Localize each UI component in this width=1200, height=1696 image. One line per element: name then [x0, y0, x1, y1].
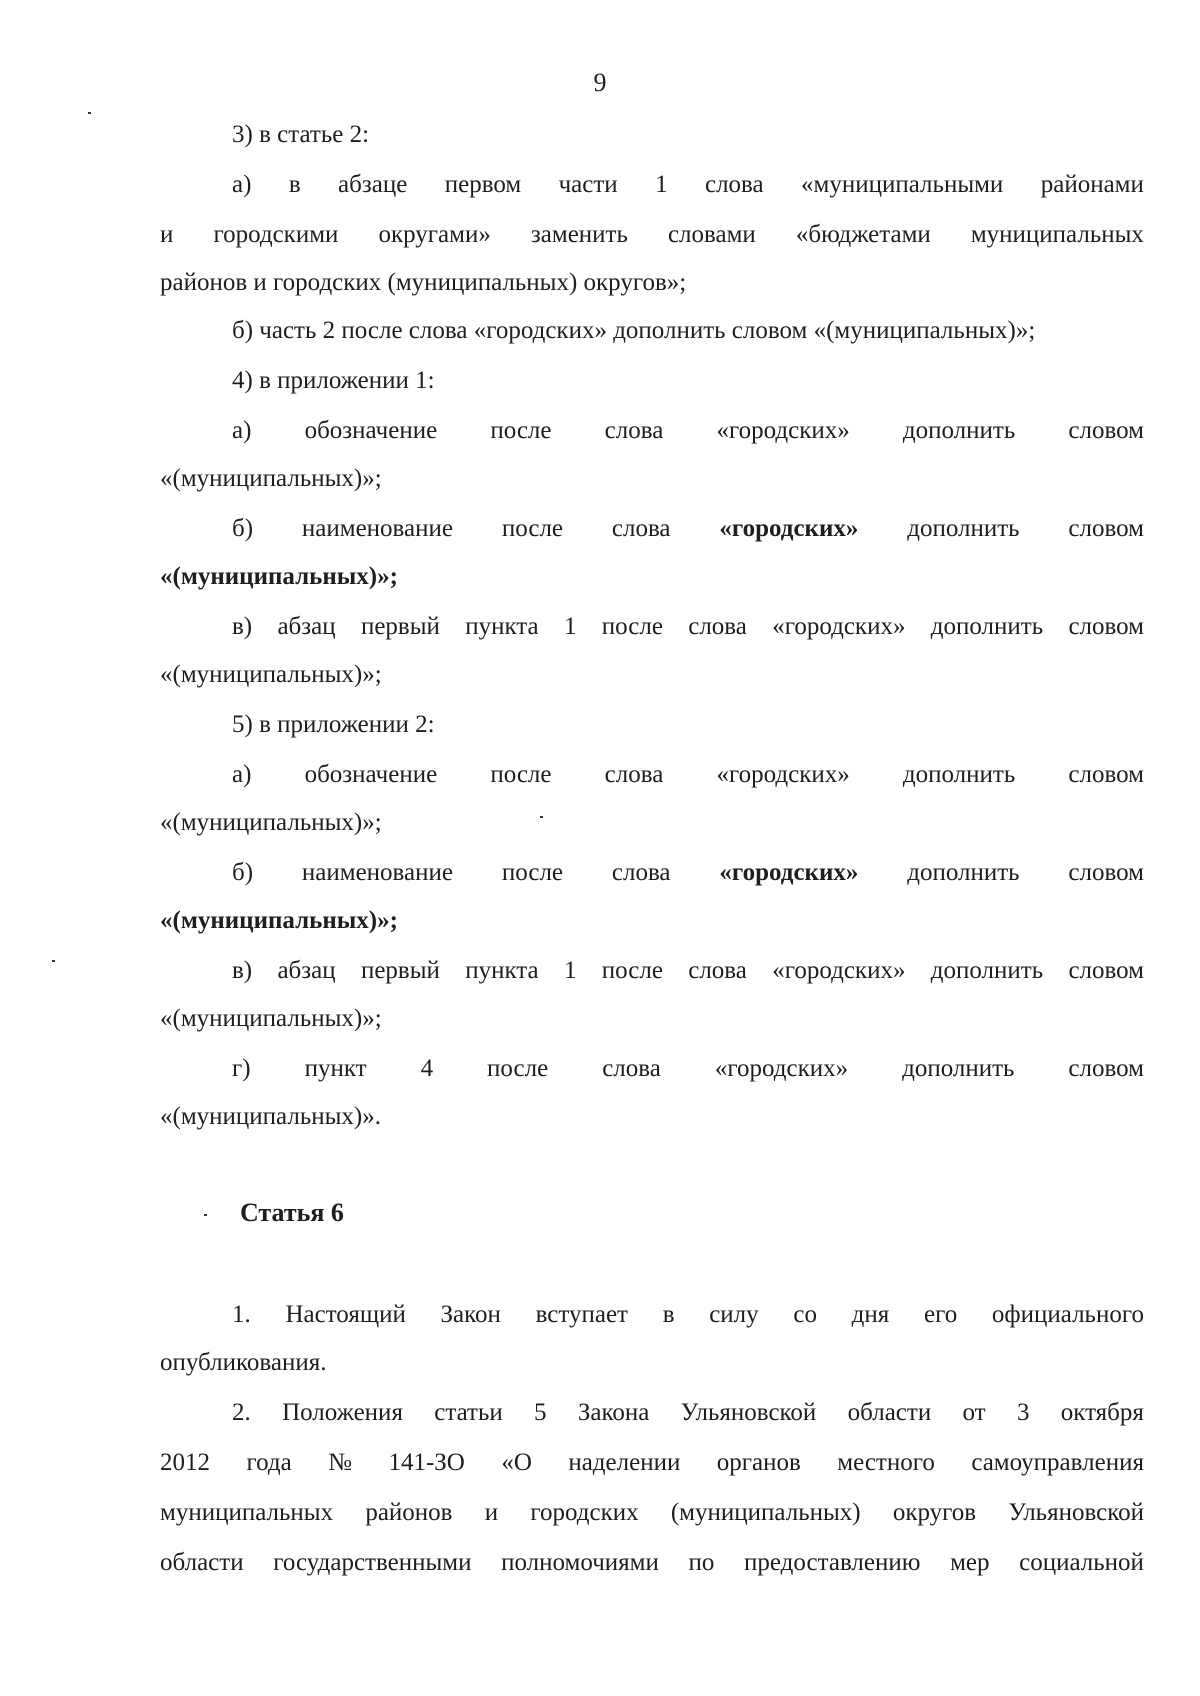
- word: 1: [655, 171, 668, 198]
- word: а): [232, 417, 252, 444]
- item-3b: б) часть 2 после слова «городских» дополнить словом «(муниципальных)»;: [232, 317, 1036, 344]
- word: 2.: [232, 1399, 251, 1426]
- word: «городских»: [719, 859, 859, 886]
- word: словом: [1068, 613, 1144, 640]
- item-4b-line1: [232, 512, 1144, 546]
- word: после: [601, 613, 663, 640]
- word: официального: [991, 1301, 1144, 1328]
- word: обозначение: [304, 761, 438, 788]
- item-4a-line2: «(муниципальных)»;: [160, 465, 382, 492]
- word: дополнить: [930, 613, 1044, 640]
- word: статьи: [434, 1399, 503, 1426]
- word: «городских»: [772, 613, 906, 640]
- word: абзац: [277, 957, 336, 984]
- scan-speck: [88, 112, 91, 114]
- word: дополнить: [907, 515, 1020, 542]
- word: слова: [704, 171, 764, 198]
- item-5b-line2: «(муниципальных)»;: [160, 907, 398, 934]
- article-clause-2-line3: [160, 1496, 1144, 1530]
- word: наименование: [301, 859, 453, 886]
- word: муниципальных: [160, 1499, 334, 1526]
- word: б): [232, 515, 254, 542]
- word: слова: [604, 417, 664, 444]
- word: словом: [1068, 761, 1144, 788]
- word: городских: [530, 1499, 639, 1526]
- word: в: [288, 171, 301, 198]
- word: после: [490, 761, 552, 788]
- scan-speck: [204, 1214, 207, 1216]
- word: «О: [501, 1449, 532, 1476]
- word: местного: [837, 1449, 935, 1476]
- word: Закон: [440, 1301, 501, 1328]
- word: после: [490, 417, 552, 444]
- word: первый: [360, 613, 440, 640]
- word: словами: [667, 221, 756, 248]
- word: словом: [1068, 1055, 1144, 1082]
- item-4c-line2: «(муниципальных)»;: [160, 661, 382, 688]
- word: словом: [1068, 859, 1144, 886]
- word: пункта: [465, 957, 539, 984]
- word: Закона: [577, 1399, 650, 1426]
- word: слова: [688, 613, 747, 640]
- scan-speck: [540, 816, 543, 818]
- word: абзац: [277, 613, 336, 640]
- word: муниципальных: [970, 221, 1144, 248]
- item-3a-line3: районов и городских (муниципальных) округов»;: [160, 269, 687, 296]
- word: Ульяновской: [680, 1399, 817, 1426]
- item-4a-line1: [232, 414, 1144, 448]
- word: в: [662, 1301, 675, 1328]
- item-5a-line2: «(муниципальных)»;: [160, 809, 382, 836]
- word: 3: [1016, 1399, 1030, 1426]
- word: дня: [851, 1301, 890, 1328]
- item-5d-line2: «(муниципальных)».: [160, 1103, 381, 1130]
- word: вступает: [535, 1301, 628, 1328]
- word: мер: [950, 1549, 990, 1576]
- word: после: [501, 515, 564, 542]
- word: №: [328, 1449, 352, 1476]
- word: года: [246, 1449, 292, 1476]
- word: (муниципальных): [670, 1499, 861, 1526]
- word: слова: [611, 859, 671, 886]
- word: слова: [602, 1055, 661, 1082]
- word: части: [558, 171, 618, 198]
- article-clause-2-line4: [160, 1546, 1144, 1580]
- word: предоставлению: [744, 1549, 921, 1576]
- word: октября: [1060, 1399, 1144, 1426]
- word: «городских»: [716, 761, 850, 788]
- word: первом: [444, 171, 522, 198]
- word: дополнить: [930, 957, 1044, 984]
- word: социальной: [1019, 1549, 1144, 1576]
- word: его: [923, 1301, 958, 1328]
- word: силу: [709, 1301, 759, 1328]
- word: после: [487, 1055, 549, 1082]
- word: дополнить: [902, 761, 1016, 788]
- word: слова: [688, 957, 747, 984]
- article-heading: Статья 6: [240, 1198, 344, 1227]
- word: по: [688, 1549, 715, 1576]
- word: а): [232, 761, 252, 788]
- word: полномочиями: [501, 1549, 659, 1576]
- word: «городских»: [772, 957, 906, 984]
- word: слова: [611, 515, 671, 542]
- article-clause-2-line1: [232, 1396, 1144, 1430]
- word: пункт: [304, 1055, 367, 1082]
- word: заменить: [530, 221, 628, 248]
- item-5a-line1: [232, 758, 1144, 792]
- word: и: [484, 1499, 499, 1526]
- item-5c-line1: [232, 954, 1144, 988]
- word: г): [232, 1055, 251, 1082]
- word: области: [847, 1399, 932, 1426]
- word: а): [232, 171, 252, 198]
- article-clause-1-line1: [232, 1298, 1144, 1332]
- word: дополнить: [902, 1055, 1015, 1082]
- item-4c-line1: [232, 610, 1144, 644]
- word: Положения: [282, 1399, 403, 1426]
- word: районами: [1040, 171, 1144, 198]
- item-3a-line1: [232, 168, 1144, 202]
- item-4b-line2: «(муниципальных)»;: [160, 563, 398, 590]
- word: 1.: [232, 1301, 251, 1328]
- word: «бюджетами: [795, 221, 931, 248]
- word: после: [501, 859, 564, 886]
- item-5c-line2: «(муниципальных)»;: [160, 1005, 382, 1032]
- word: «муниципальными: [801, 171, 1004, 198]
- scan-speck: [52, 960, 55, 962]
- page-number: 9: [593, 68, 607, 97]
- word: «городских»: [716, 417, 850, 444]
- word: Ульяновской: [1008, 1499, 1144, 1526]
- word: наделении: [568, 1449, 681, 1476]
- word: б): [232, 859, 254, 886]
- word: 141-ЗО: [388, 1449, 465, 1476]
- word: округов: [892, 1499, 977, 1526]
- article-clause-1-line2: опубликования.: [160, 1349, 327, 1376]
- word: слова: [604, 761, 664, 788]
- word: «городских»: [719, 515, 859, 542]
- word: наименование: [301, 515, 453, 542]
- word: 1: [563, 613, 577, 640]
- item-5d-line1: [232, 1052, 1144, 1086]
- item-3-intro: 3) в статье 2:: [232, 121, 370, 148]
- word: 5: [534, 1399, 547, 1426]
- word: органов: [716, 1449, 801, 1476]
- word: обозначение: [304, 417, 438, 444]
- item-5-intro: 5) в приложении 2:: [232, 711, 435, 738]
- word: дополнить: [907, 859, 1020, 886]
- word: государственными: [273, 1549, 472, 1576]
- word: городскими: [213, 221, 339, 248]
- word: после: [601, 957, 663, 984]
- word: самоуправления: [971, 1449, 1144, 1476]
- word: со: [793, 1301, 817, 1328]
- item-5b-line1: [232, 856, 1144, 890]
- word: пункта: [465, 613, 539, 640]
- word: 1: [563, 957, 577, 984]
- article-clause-2-line2: [160, 1446, 1144, 1480]
- word: от: [962, 1399, 986, 1426]
- word: словом: [1068, 515, 1144, 542]
- word: «городских»: [714, 1055, 849, 1082]
- word: округами»: [378, 221, 491, 248]
- word: и: [160, 221, 174, 248]
- word: в): [232, 613, 253, 640]
- word: словом: [1068, 957, 1144, 984]
- word: дополнить: [902, 417, 1016, 444]
- item-3a-line2: [160, 218, 1144, 252]
- word: 2012: [160, 1449, 210, 1476]
- word: 4: [420, 1055, 434, 1082]
- item-4-intro: 4) в приложении 1:: [232, 367, 435, 394]
- word: словом: [1068, 417, 1144, 444]
- word: районов: [365, 1499, 453, 1526]
- word: первый: [360, 957, 440, 984]
- word: абзаце: [338, 171, 408, 198]
- word: Настоящий: [285, 1301, 406, 1328]
- word: в): [232, 957, 253, 984]
- word: области: [160, 1549, 244, 1576]
